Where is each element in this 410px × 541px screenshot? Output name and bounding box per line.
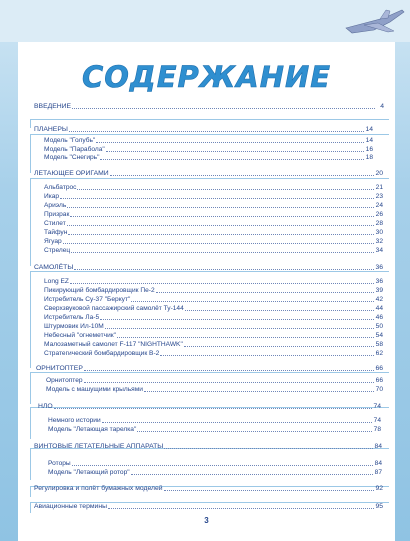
- toc-entry[interactable]: Пикирующий бомбардировщик Пе-2 39: [44, 287, 383, 294]
- toc-entry[interactable]: Малозаметный самолет F-117 "NIGHTHAWK" 58: [44, 341, 383, 348]
- airplane-illustration: [344, 6, 406, 36]
- toc-entry[interactable]: Альбатрос 21: [44, 184, 383, 191]
- toc-entry[interactable]: Модель "Снегирь" 18: [44, 154, 373, 161]
- table-of-contents: [18, 42, 395, 541]
- toc-entry[interactable]: Икар 23: [44, 193, 383, 200]
- toc-entry[interactable]: Истребитель Ла-5 46: [44, 314, 383, 321]
- toc-entry[interactable]: Стилет 28: [44, 220, 383, 227]
- toc-entry[interactable]: Немного истории 74: [48, 417, 381, 424]
- toc-entry[interactable]: Стрелец 34: [44, 247, 383, 254]
- toc-entry[interactable]: Long EZ 36: [44, 278, 383, 285]
- toc-entry[interactable]: САМОЛЁТЫ 36: [34, 264, 383, 271]
- toc-entry[interactable]: Авиационные термины 95: [34, 503, 383, 510]
- toc-entry[interactable]: Ягуар 32: [44, 238, 383, 245]
- toc-entry[interactable]: Орнитоптер 66: [46, 377, 383, 384]
- toc-entry[interactable]: ВВЕДЕНИЕ 4: [34, 103, 384, 110]
- toc-entry[interactable]: Модель с машущими крыльями 70: [46, 386, 383, 393]
- toc-entry[interactable]: Истребитель Су-37 "Беркут" 42: [44, 296, 383, 303]
- toc-entry[interactable]: ВИНТОВЫЕ ЛЕТАТЕЛЬНЫЕ АППАРАТЫ 84: [34, 443, 382, 450]
- page-title: СОДЕРЖАНИЕ: [81, 60, 332, 94]
- toc-entry[interactable]: Тайфун 30: [44, 229, 383, 236]
- toc-entry[interactable]: Призрак 26: [44, 211, 383, 218]
- toc-entry[interactable]: Сверхзвуковой пассажирский самолёт Ту-144 44: [44, 305, 383, 312]
- toc-entry[interactable]: ПЛАНЕРЫ 14: [34, 126, 373, 133]
- toc-entry[interactable]: Роторы 84: [48, 460, 382, 467]
- page-number: 3: [204, 516, 209, 525]
- toc-entry[interactable]: Небесный "огнеметчик" 54: [44, 332, 383, 339]
- toc-entry[interactable]: НЛО 74: [38, 403, 381, 410]
- toc-entry[interactable]: Ариэль 24: [44, 202, 383, 209]
- toc-entry[interactable]: Регулировка и полёт бумажных моделей 92: [34, 485, 383, 492]
- toc-entry[interactable]: Модель "Голубь" 14: [44, 137, 373, 144]
- toc-entry[interactable]: ОРНИТОПТЕР 66: [36, 365, 383, 372]
- toc-entry[interactable]: Модель "Летающий ротор" 87: [48, 469, 382, 476]
- toc-entry[interactable]: Модель "Летающая тарелка" 78: [48, 426, 381, 433]
- contents-page: [18, 42, 395, 541]
- toc-entry[interactable]: Модель "Парабола" 16: [44, 146, 373, 153]
- toc-entry[interactable]: Стратегический бомбардировщик В-2 62: [44, 350, 383, 357]
- toc-entry[interactable]: Штурмовик Ил-10М 50: [44, 323, 383, 330]
- toc-entry[interactable]: ЛЕТАЮЩЕЕ ОРИГАМИ 20: [34, 170, 383, 177]
